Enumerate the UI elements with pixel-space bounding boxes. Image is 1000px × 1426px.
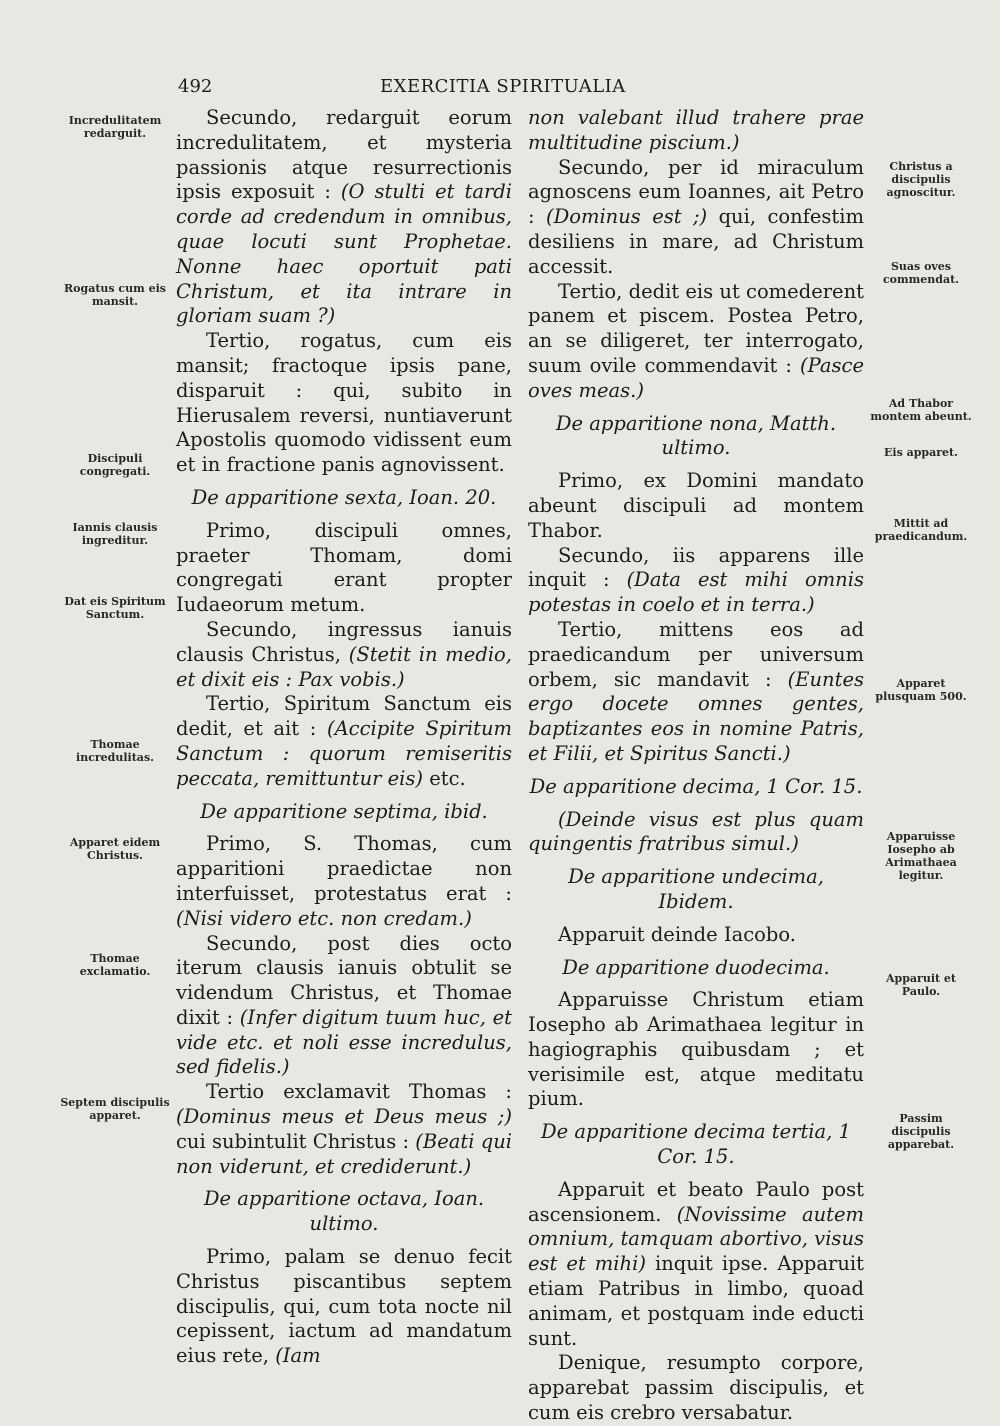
paragraph: Tertio exclamavit Thomas : (Dominus meus et Deus meus ;) cui subintulit Christus : (Beati qui non viderunt, et crediderunt.) xyxy=(176,1080,513,1178)
section-heading: De apparitione sexta, Ioan. 20. xyxy=(191,485,497,509)
paragraph: Primo, discipuli omnes, praeter Thomam, domi congregati erant propter Iudaeorum metum. xyxy=(176,518,512,617)
paragraph: Tertio, dedit eis ut comederent panem et piscem. Postea Petro, an se diligeret, ter interrogato, suum ovile commendavit : (Pasce oves meas.) xyxy=(528,279,864,402)
paragraph: Secundo, iis apparens ille inquit : (Data est mihi omnis potestas in coelo et in terra.) xyxy=(528,543,864,617)
paragraph: Apparuisse Christum etiam Iosepho ab Arimathaea legitur in hagiographis quibusdam ; et verisimile est, atque meditatu pium. xyxy=(528,988,864,1111)
paragraph: Secundo, ingressus ianuis clausis Christus, (Stetit in medio, et dixit eis : Pax vobis.) xyxy=(176,617,512,691)
paragraph: Apparuit deinde Iacobo. xyxy=(558,922,796,946)
paragraph: Tertio, mittens eos ad praedicandum per universum orbem, sic mandavit : (Euntes ergo docete omnes gentes, baptizantes eos in nomine Patris, et Filii, et Spiritus Sancti.) xyxy=(528,617,864,765)
paragraph: Secundo, post dies octo iterum clausis ianuis obtulit se videndum Christus, et Thomae dixit : (Infer digitum tuum huc, et vide etc. et noli esse incredulus, sed fidelis.) xyxy=(176,931,512,1079)
margin-note: Thomae exclamatio. xyxy=(79,952,151,978)
margin-note: Incredulitatem redarguit. xyxy=(68,114,162,140)
section-heading: De apparitione octava, Ioan. ultimo. xyxy=(203,1187,485,1236)
margin-note: Rogatus cum eis mansit. xyxy=(64,282,166,308)
margin-note: Thomae incredulitas. xyxy=(76,738,154,764)
paragraph: Primo, palam se denuo fecit Christus piscantibus septem discipulis, qui, cum tota nocte nil cepissent, iactum ad mandatum eius rete, (Iam xyxy=(176,1245,512,1368)
section-heading: De apparitione duodecima. xyxy=(562,955,830,979)
margin-note: Ad Thabor montem abeunt. xyxy=(870,397,972,423)
paragraph: Primo, S. Thomas, cum apparitioni praedictae non interfuisset, protestatus erat : (Nisi videro etc. non credam.) xyxy=(176,832,512,930)
margin-note: Septem discipulis apparet. xyxy=(60,1096,170,1122)
margin-note: Discipuli congregati. xyxy=(79,452,151,478)
running-title: EXERCITIA SPIRITUALIA xyxy=(380,76,626,97)
margin-note: Passim discipulis apparebat. xyxy=(887,1112,955,1151)
page-number: 492 xyxy=(178,76,213,97)
left-text-column xyxy=(176,106,512,1369)
margin-note: Apparet plusquam 500. xyxy=(875,677,967,703)
paragraph: non valebant illud trahere prae multitudine piscium.) xyxy=(528,106,864,154)
section-heading: De apparitione nona, Matth. ultimo. xyxy=(555,411,837,460)
margin-note: Eis apparet. xyxy=(884,446,958,459)
margin-note: Mittit ad praedicandum. xyxy=(874,517,968,543)
paragraph: Secundo, redarguit eorum incredulitatem, et mysteria passionis atque resurrectionis ipsis exposuit : (O stulti et tardi corde ad credendum in omnibus, quae locuti sunt Prophetae. Nonne haec oportuit pati Christum, et ita intrare in gloriam suam ?) xyxy=(176,106,512,328)
section-heading: De apparitione septima, ibid. xyxy=(200,799,488,823)
section-heading: De apparitione decima, 1 Cor. 15. xyxy=(529,774,863,798)
margin-note: Christus a discipulis agnoscitur. xyxy=(886,160,956,199)
margin-note: Iannis clausis ingreditur. xyxy=(72,521,158,547)
paragraph: (Deinde visus est plus quam quingentis fratribus simul.) xyxy=(528,807,864,856)
margin-note: Dat eis Spiritum Sanctum. xyxy=(64,595,166,621)
paragraph: Tertio, rogatus, cum eis mansit; fractoque ipsis pane, disparuit : qui, subito in Hierusalem reversi, nuntiaverunt Apostolis quomodo vidissent eum et in fractione panis agnovissent. xyxy=(176,329,512,477)
paragraph: Secundo, per id miraculum agnoscens eum Ioannes, ait Petro : (Dominus est ;) qui, confestim desiliens in mare, ad Christum accessit. xyxy=(528,155,864,278)
margin-note: Suas oves commendat. xyxy=(882,260,960,286)
paragraph: Denique, resumpto corpore, apparebat passim discipulis, et cum eis crebro versabatur. xyxy=(528,1351,864,1425)
margin-note: Apparet eidem Christus. xyxy=(69,836,161,862)
margin-note: Apparuisse Iosepho ab Arimathaea legitur. xyxy=(885,830,957,882)
section-heading: De apparitione undecima, Ibidem. xyxy=(568,865,824,913)
paragraph: Primo, ex Domini mandato abeunt discipuli ad montem Thabor. xyxy=(528,469,864,542)
right-text-column xyxy=(528,106,864,1426)
paragraph: Tertio, Spiritum Sanctum eis dedit, et ait : (Accipite Spiritum Sanctum : quorum remiseritis peccata, remittuntur eis) etc. xyxy=(176,692,512,790)
margin-note: Apparuit et Paulo. xyxy=(885,972,956,998)
section-heading: De apparitione decima tertia, 1 Cor. 15. xyxy=(541,1120,851,1169)
paragraph: Apparuit et beato Paulo post ascensionem. (Novissime autem omnium, tamquam abortivo, visus est et mihi) inquit ipse. Apparuit etiam Patribus in limbo, quoad animam, et postquam inde educti sunt. xyxy=(528,1177,865,1350)
